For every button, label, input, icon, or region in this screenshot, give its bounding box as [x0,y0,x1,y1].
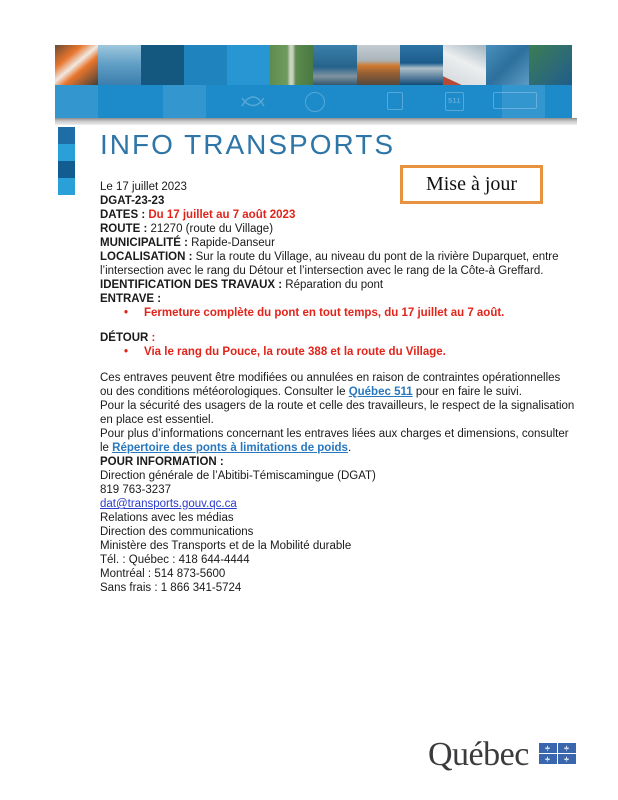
field-route [100,222,576,236]
masthead-square [58,144,75,161]
media-line: Sans frais : 1 866 341-5724 [100,582,242,594]
paragraph-entraves: Ces entraves peuvent être modifiées ou annulées en raison de contraintes opérationnelles ou des conditions météorologiques. Consulter le Québec 511 pour en faire le suivi. [100,372,561,398]
detour-heading [100,331,576,345]
banner-divider [55,118,577,125]
detour-bullet [100,345,576,359]
media-line: Relations avec les médias [100,512,234,524]
banner-photo-strip [55,45,572,85]
masthead-square [58,161,75,178]
field-route-value: 21270 (route du Village) [150,223,274,235]
field-travaux-value: Réparation du pont [285,279,384,291]
fleur-de-lis-icon [563,755,570,764]
field-dates [100,208,576,222]
banner-sign-icon [387,92,403,110]
banner-guide-sign-icon [493,92,537,109]
banner-overpass-icon [241,92,265,110]
masthead-square [58,127,75,144]
banner-roundabout-icon [305,92,325,112]
media-line: Direction des communications [100,526,254,538]
quebec-wordmark: Québec [428,736,529,773]
banner-blue-band [55,85,572,118]
banner-photo-map [486,45,529,85]
bulletin-body [100,180,576,595]
fleur-de-lis-icon [544,755,551,764]
page-title: INFO TRANSPORTS [100,129,396,160]
flag-cell [558,743,576,753]
detour-colon: : [148,332,156,344]
reference-number: DGAT-23-23 [100,195,165,207]
banner-photo-structure [313,45,356,85]
quebec511-link[interactable]: Québec 511 [348,386,413,398]
media-line: Tél. : Québec : 418 644-4444 [100,554,250,566]
field-municipalite-label: MUNICIPALITÉ : [100,237,192,249]
field-route-label: ROUTE : [100,223,151,235]
masthead-squares [58,127,75,195]
banner-511-label: 511 [448,98,461,105]
entrave-bullet-text: Fermeture complète du pont en tout temps, du 17 juillet au 7 août. [144,307,505,319]
banner-photo-water [98,45,141,85]
masthead-square [58,178,75,195]
banner-photo-bridge [400,45,443,85]
banner-511-sign-icon [445,92,464,111]
flag-cell [539,754,557,764]
banner-photo-aerial-road [270,45,313,85]
media-line: Ministère des Transports et de la Mobilité durable [100,540,352,552]
entrave-heading: ENTRAVE : [100,293,162,305]
flag-cell [539,743,557,753]
field-localisation-value: Sur la route du Village, au niveau du pont de la rivière Duparquet, entre l’intersection avec le rang du Détour et l’intersection avec le rang de la Côte-à Greffard. [100,251,559,277]
media-contact-block [100,511,576,595]
banner-photo-cyclists [529,45,572,85]
field-travaux [100,278,576,292]
update-status-label: Mise à jour [425,173,518,195]
banner-photo-arch-bridge [443,45,486,85]
paragraph-securite: Pour la sécurité des usagers de la route et celle des travailleurs, le respect de la signalisation en place est essentiel. [100,400,575,426]
field-localisation-label: LOCALISATION : [100,251,196,263]
field-municipalite-value: Rapide-Danseur [191,237,275,249]
banner-photo-harbor [357,45,400,85]
entrave-bullet [100,306,576,320]
banner-decor-square [55,85,98,118]
repertoire-ponts-link[interactable]: Répertoire des ponts à limitations de poids [112,442,348,454]
contact-email-link[interactable]: dat@transports.gouv.qc.ca [100,498,237,510]
contact-phone: 819 763-3237 [100,484,171,496]
quebec-logo [428,738,576,772]
contact-organisation: Direction générale de l’Abitibi-Témiscamingue (DGAT) [100,470,376,482]
field-travaux-label: IDENTIFICATION DES TRAVAUX : [100,279,286,291]
banner-decor-square [163,85,206,118]
field-localisation [100,250,576,278]
field-dates-value: Du 17 juillet au 7 août 2023 [148,209,296,221]
flag-cell [558,754,576,764]
banner-tile-darkblue [141,45,184,85]
paragraph-charges: Pour plus d’informations concernant les entraves liées aux charges et dimensions, consulter le Répertoire des ponts à limitations de poids. [100,428,569,454]
media-line: Montréal : 514 873-5600 [100,568,226,580]
banner-tile-lightblue [227,45,270,85]
fleur-de-lis-icon [544,744,551,753]
banner-photo-workers [55,45,98,85]
issue-date: Le 17 juillet 2023 [100,181,187,193]
detour-label: DÉTOUR [100,332,149,344]
contact-heading: POUR INFORMATION : [100,456,224,468]
field-dates-label: DATES : [100,209,149,221]
field-municipalite [100,236,576,250]
banner-tile-band [184,45,227,85]
fleur-de-lis-icon [563,744,570,753]
header-banner [55,45,572,118]
detour-bullet-text: Via le rang du Pouce, la route 388 et la route du Village. [144,346,446,358]
quebec-flag-icon [539,743,576,764]
